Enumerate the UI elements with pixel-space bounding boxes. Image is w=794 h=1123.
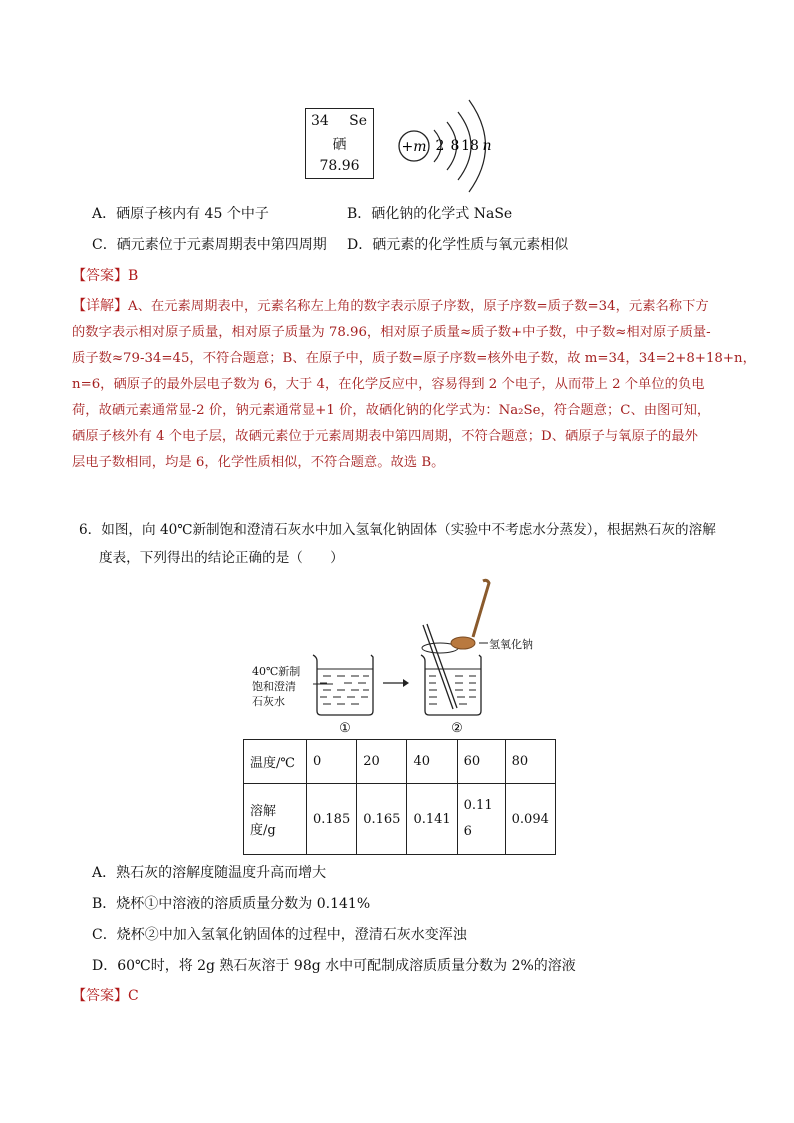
table-header-solubility: 溶解度/g: [244, 784, 307, 855]
arrow: [383, 679, 409, 687]
q5-option-c: C．硒元素位于元素周期表中第四周期: [92, 237, 327, 253]
detail-line: 【详解】A、在元素周期表中，元素名称左上角的数字表示原子序数，原子序数=质子数=34，元素名称下方: [72, 298, 709, 314]
q5-option-b: B．硒化钠的化学式 NaSe: [347, 206, 513, 222]
q5-detail: [72, 296, 756, 473]
solubility-table: [243, 739, 556, 855]
q5-option-d: D．硒元素的化学性质与氧元素相似: [347, 237, 569, 253]
answer-tag: 【答案】: [72, 268, 128, 284]
table-cell: 0.185: [307, 784, 357, 855]
experiment-figure: [305, 575, 545, 735]
table-row: [244, 740, 556, 784]
answer-value: B: [128, 268, 139, 284]
shell-count-1: 2: [435, 138, 445, 154]
q5-answer: [72, 266, 138, 286]
shell-count-2: 8: [450, 138, 460, 154]
element-card: [305, 108, 374, 179]
beaker-1-label: ①: [339, 721, 351, 735]
q5-option-a: A．硒原子核内有 45 个中子: [92, 206, 269, 222]
table-cell: 60: [457, 740, 505, 784]
beaker-1: [313, 655, 373, 715]
shell-count-4: n: [482, 138, 492, 154]
beaker-2-label: ②: [451, 721, 463, 735]
q6-stem-line-1: 6．如图，向 40℃新制饱和澄清石灰水中加入氢氧化钠固体（实验中不考虑水分蒸发），根据熟石灰的溶解: [79, 522, 716, 538]
detail-line: 荷，故硒元素通常显-2 价，钠元素通常显+1 价，故硒化钠的化学式为：Na₂Se，符合题意；C、由图可知，: [72, 403, 711, 418]
q6-option-a: A．熟石灰的溶解度随温度升高而增大: [92, 865, 327, 881]
table-header-temp: 温度/℃: [244, 740, 307, 784]
element-name: 硒: [332, 137, 347, 153]
atomic-number: 34: [311, 113, 329, 129]
detail-line: 层电子数相同，均是 6，化学性质相似，不符合题意。故选 B。: [72, 455, 445, 470]
table-cell: 0.094: [505, 784, 555, 855]
detail-tag: 【详解】: [72, 298, 128, 314]
q6-option-d: D．60℃时，将 2g 熟石灰溶于 98g 水中可配制成溶质质量分数为 2%的溶液: [92, 958, 576, 974]
atom-structure-diagram: [392, 92, 497, 202]
figure-left-label: 40℃新制 饱和澄清 石灰水: [252, 665, 301, 708]
table-cell: 20: [357, 740, 407, 784]
q6-stem-line-2: 度表，下列得出的结论正确的是（ ）: [99, 550, 344, 566]
shell-count-3: 18: [461, 138, 479, 154]
glass-rod: [422, 624, 458, 709]
detail-line: n=6，硒原子的最外层电子数为 6，大于 4，在化学反应中，容易得到 2 个电子，从而带上 2 个单位的负电: [72, 377, 705, 392]
detail-line: 质子数≈79-34=45，不符合题意；B、在原子中，质子数=原子序数=核外电子数，故 m=34，34=2+8+18+n，: [72, 351, 756, 366]
table-cell: 0: [307, 740, 357, 784]
answer-tag: 【答案】: [72, 988, 128, 1004]
answer-value: C: [128, 988, 139, 1004]
table-cell: 80: [505, 740, 555, 784]
nucleus-label: +m: [401, 139, 427, 155]
atomic-mass: 78.96: [319, 158, 360, 174]
table-cell: 40: [407, 740, 457, 784]
q6-answer: [72, 986, 139, 1006]
table-cell: 0.141: [407, 784, 457, 855]
detail-line: 的数字表示相对原子质量，相对原子质量为 78.96，相对原子质量≈质子数+中子数，中子数≈相对原子质量-: [72, 325, 711, 340]
table-cell: 0.165: [357, 784, 407, 855]
q6-option-b: B．烧杯①中溶液的溶质质量分数为 0.141%: [92, 896, 371, 912]
detail-line: 硒原子核外有 4 个电子层，故硒元素位于元素周期表中第四周期，不符合题意；D、硒原子与氧原子的最外: [72, 429, 698, 444]
spoon: [451, 580, 489, 649]
q6-option-c: C．烧杯②中加入氢氧化钠固体的过程中，澄清石灰水变浑浊: [92, 927, 467, 943]
table-cell: 0.11 6: [457, 784, 505, 855]
element-symbol: Se: [349, 113, 367, 129]
beaker-2: [421, 655, 481, 715]
spoon-label: 氢氧化钠: [489, 638, 533, 651]
table-row: [244, 784, 556, 855]
